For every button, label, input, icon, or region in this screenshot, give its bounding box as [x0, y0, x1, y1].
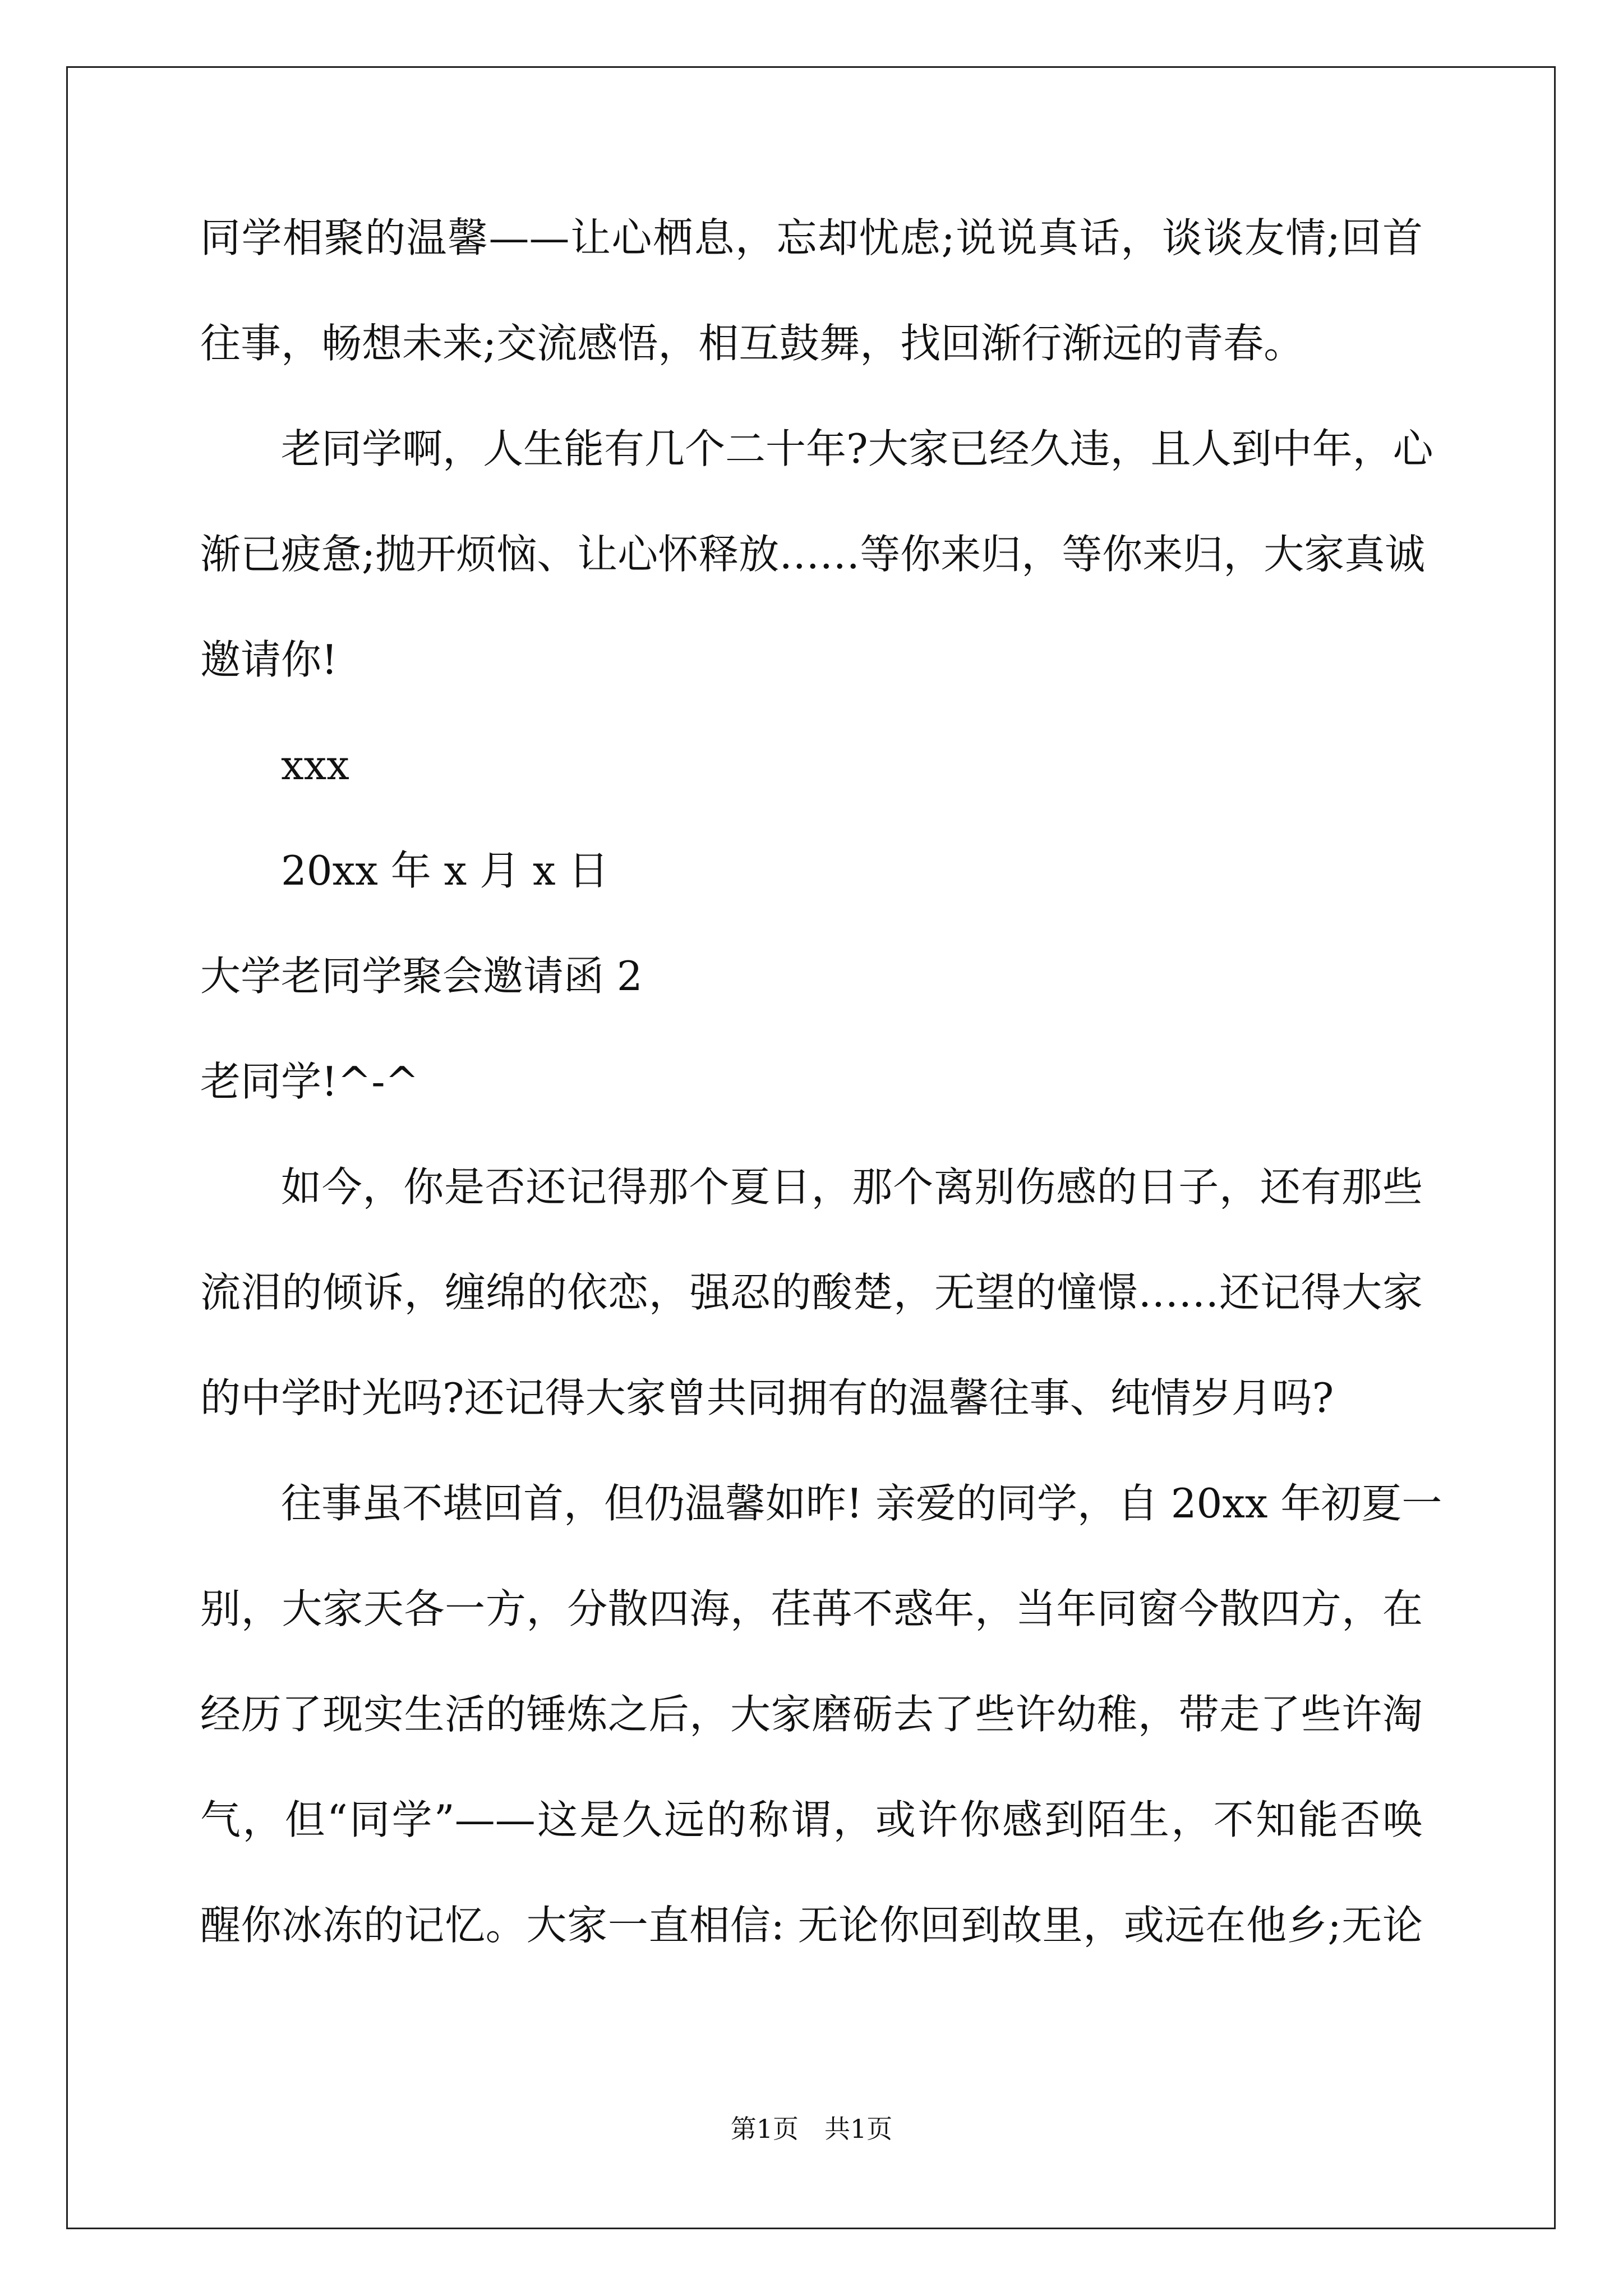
page-footer — [0, 2112, 1623, 2146]
paragraph-line: 如今，你是否还记得那个夏日，那个离别伤感的日子，还有那些 — [281, 1163, 1423, 1211]
paragraph-line: 气，但“同学”——这是久远的称谓，或许你感到陌生，不知能否唤 — [200, 1796, 1423, 1843]
signature-date: 20xx 年 x 月 x 日 — [281, 847, 609, 894]
document-body — [200, 211, 1442, 1952]
paragraph-line: 同学相聚的温馨——让心栖息，忘却忧虑;说说真话，谈谈友情;回首 — [200, 214, 1423, 261]
section-title: 大学老同学聚会邀请函 2 — [200, 953, 643, 1000]
page-number: 第1页 — [730, 2114, 799, 2144]
paragraph-line: 邀请你! — [200, 636, 338, 683]
paragraph-line: 醒你冰冻的记忆。大家一直相信: 无论你回到故里，或远在他乡;无论 — [200, 1902, 1423, 1949]
page-total: 共1页 — [824, 2114, 893, 2144]
paragraph-line: 渐已疲惫;抛开烦恼、让心怀释放……等你来归，等你来归，大家真诚 — [200, 531, 1426, 578]
paragraph-line: 经历了现实生活的锤炼之后，大家磨砺去了些许幼稚，带走了些许淘 — [200, 1691, 1423, 1738]
paragraph-line: 流泪的倾诉，缠绵的依恋，强忍的酸楚，无望的憧憬……还记得大家 — [200, 1269, 1423, 1316]
signature-name: xxx — [281, 742, 349, 789]
salutation: 老同学!^-^ — [200, 1058, 419, 1105]
paragraph-line: 的中学时光吗?还记得大家曾共同拥有的温馨往事、纯情岁月吗? — [200, 1374, 1334, 1421]
paragraph-line: 往事，畅想未来;交流感悟，相互鼓舞，找回渐行渐远的青春。 — [200, 320, 1304, 367]
paragraph-line: 别，大家天各一方，分散四海，荏苒不惑年，当年同窗今散四方，在 — [200, 1585, 1423, 1632]
paragraph-line: 老同学啊，人生能有几个二十年?大家已经久违，且人到中年，心 — [281, 425, 1433, 472]
paragraph-line: 往事虽不堪回首，但仍温馨如昨! 亲爱的同学，自 20xx 年初夏一 — [281, 1480, 1442, 1527]
